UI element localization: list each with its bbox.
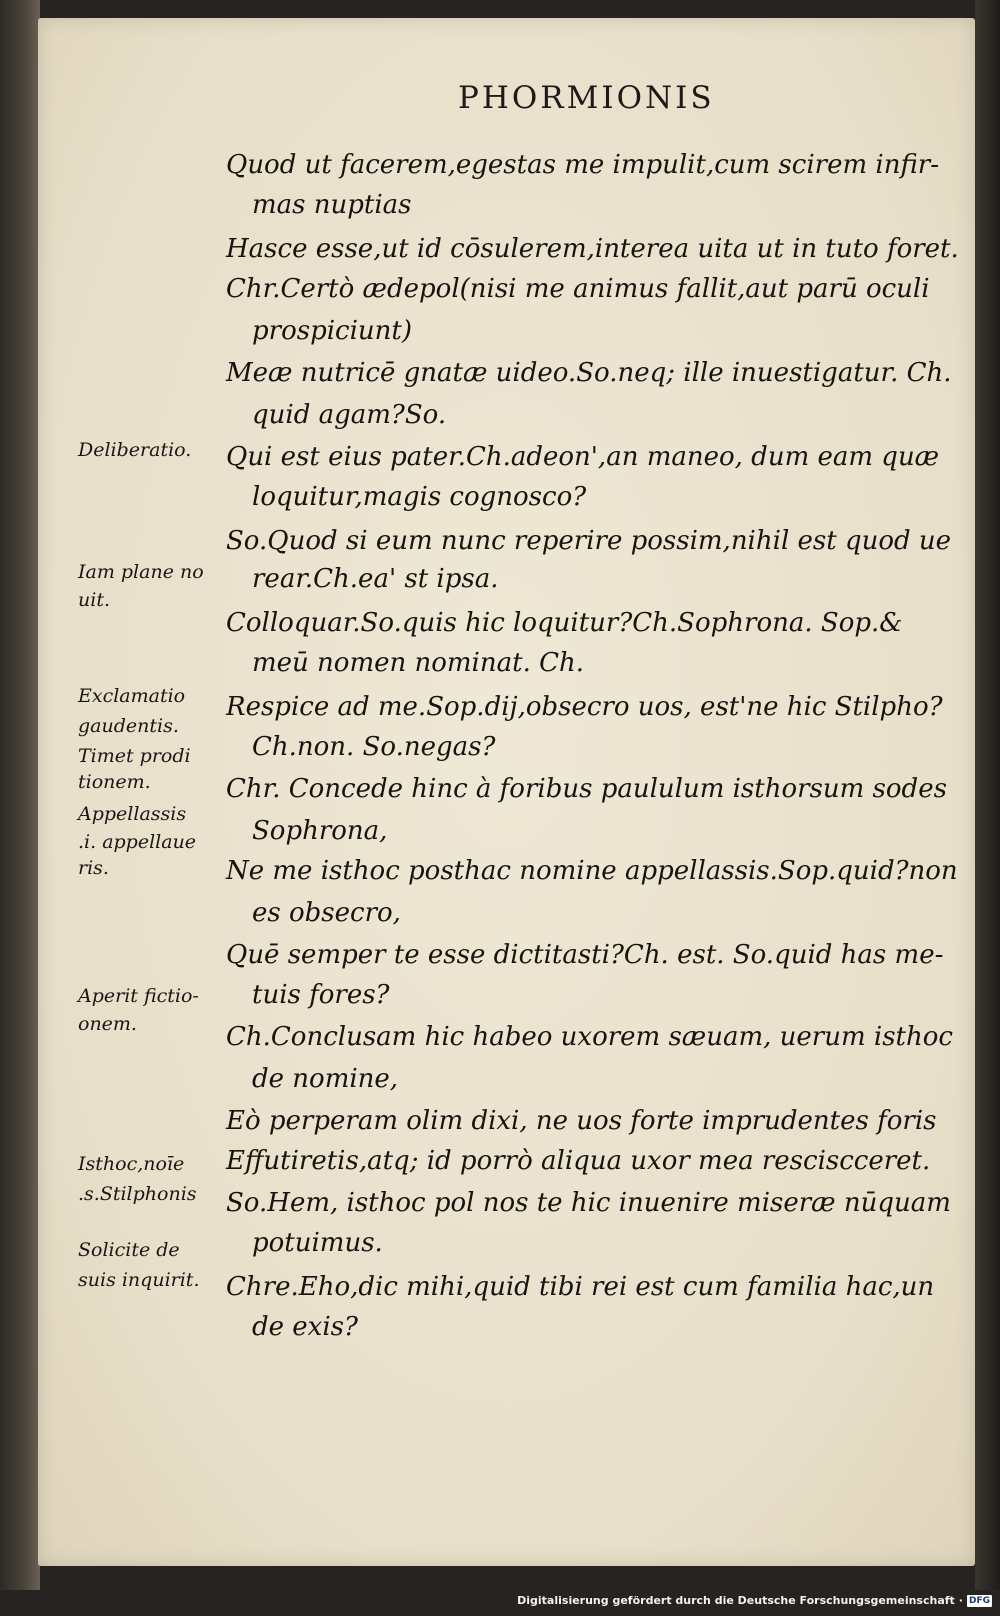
text-line: So.Hem, isthoc pol nos te hic inuenire miseræ nūquam: [226, 1188, 951, 1218]
margin-note-line: Exclamatio: [78, 685, 186, 707]
digitization-credit: [517, 1594, 992, 1607]
text-line: Effutiretis,atq; id porrò aliqua uxor mea resciscceret.: [226, 1146, 931, 1176]
text-line: Chr. Concede hinc à foribus paululum isthorsum sodes: [226, 774, 947, 804]
margin-note-line: suis inquirit.: [78, 1269, 200, 1291]
footer-separator: ·: [958, 1594, 963, 1607]
margin-note-line: Aperit fictio-: [78, 985, 199, 1007]
margin-note-line: .i. appellaue: [78, 831, 197, 853]
margin-note-line: .s.Stilphonis: [78, 1183, 197, 1205]
text-line: Ch.non. So.negas?: [252, 732, 496, 762]
margin-note-line: onem.: [78, 1013, 137, 1035]
margin-note-line: Iam plane no: [78, 561, 204, 583]
text-line: So.Quod si eum nunc reperire possim,nihil est quod ue: [226, 526, 952, 556]
margin-note-line: ris.: [78, 857, 109, 879]
text-line: es obsecro,: [252, 898, 401, 928]
text-line: quid agam?So.: [252, 400, 447, 430]
text-line: Hasce esse,ut id cōsulerem,interea uita ut in tuto foret.: [226, 234, 959, 264]
margin-note-line: Solicite de: [78, 1239, 180, 1261]
text-line: rear.Ch.ea' st ipsa.: [252, 564, 499, 594]
margin-note-line: Isthoc,noīe: [78, 1153, 185, 1175]
credit-text: Digitalisierung gefördert durch die Deutsche Forschungsgemeinschaft: [517, 1594, 955, 1607]
text-line: Respice ad me.Sop.dij,obsecro uos, est'ne hic Stilpho?: [226, 692, 943, 722]
dfg-logo-icon: DFG: [968, 1595, 990, 1606]
margin-note-line: Deliberatio.: [78, 439, 192, 461]
margin-note-line: uit.: [78, 589, 110, 611]
text-line: de exis?: [252, 1312, 358, 1342]
text-line: Quod ut facerem,egestas me impulit,cum scirem infir-: [226, 150, 940, 180]
text-line: mas nuptias: [252, 190, 412, 220]
text-line: Ch.Conclusam hic habeo uxorem sæuam, uerum isthoc: [226, 1022, 953, 1052]
book-page: [38, 18, 975, 1566]
text-line: Qui est eius pater.Ch.adeon',an maneo, dum eam quæ: [226, 442, 940, 472]
text-line: prospiciunt): [252, 316, 412, 346]
text-line: Colloquar.So.quis hic loquitur?Ch.Sophrona. Sop.&: [226, 608, 903, 638]
text-line: Chre.Eho,dic mihi,quid tibi rei est cum familia hac,un: [226, 1272, 935, 1302]
scan-left-edge: [0, 0, 40, 1590]
text-line: Eò perperam olim dixi, ne uos forte imprudentes foris: [226, 1106, 937, 1136]
text-line: loquitur,magis cognosco?: [252, 482, 587, 512]
running-title: PHORMIONIS: [458, 80, 715, 116]
text-line: potuimus.: [252, 1228, 383, 1258]
margin-note-line: tionem.: [78, 771, 151, 793]
margin-note-line: Appellassis: [78, 803, 187, 825]
text-line: Sophrona,: [252, 816, 388, 846]
margin-note-line: Timet prodi: [78, 745, 191, 767]
text-line: Ne me isthoc posthac nomine appellassis.Sop.quid?non: [226, 856, 958, 886]
margin-note-line: gaudentis.: [78, 715, 179, 737]
scan-right-edge: [975, 0, 1000, 1590]
text-line: Meæ nutricē gnatæ uideo.So.neq; ille inuestigatur. Ch.: [226, 358, 952, 388]
text-line: Chr.Certò ædepol(nisi me animus fallit,aut parū oculi: [226, 274, 930, 304]
text-line: Quē semper te esse dictitasti?Ch. est. So.quid has me-: [226, 940, 944, 970]
text-line: tuis fores?: [252, 980, 390, 1010]
text-line: meū nomen nominat. Ch.: [252, 648, 584, 678]
text-line: de nomine,: [252, 1064, 399, 1094]
